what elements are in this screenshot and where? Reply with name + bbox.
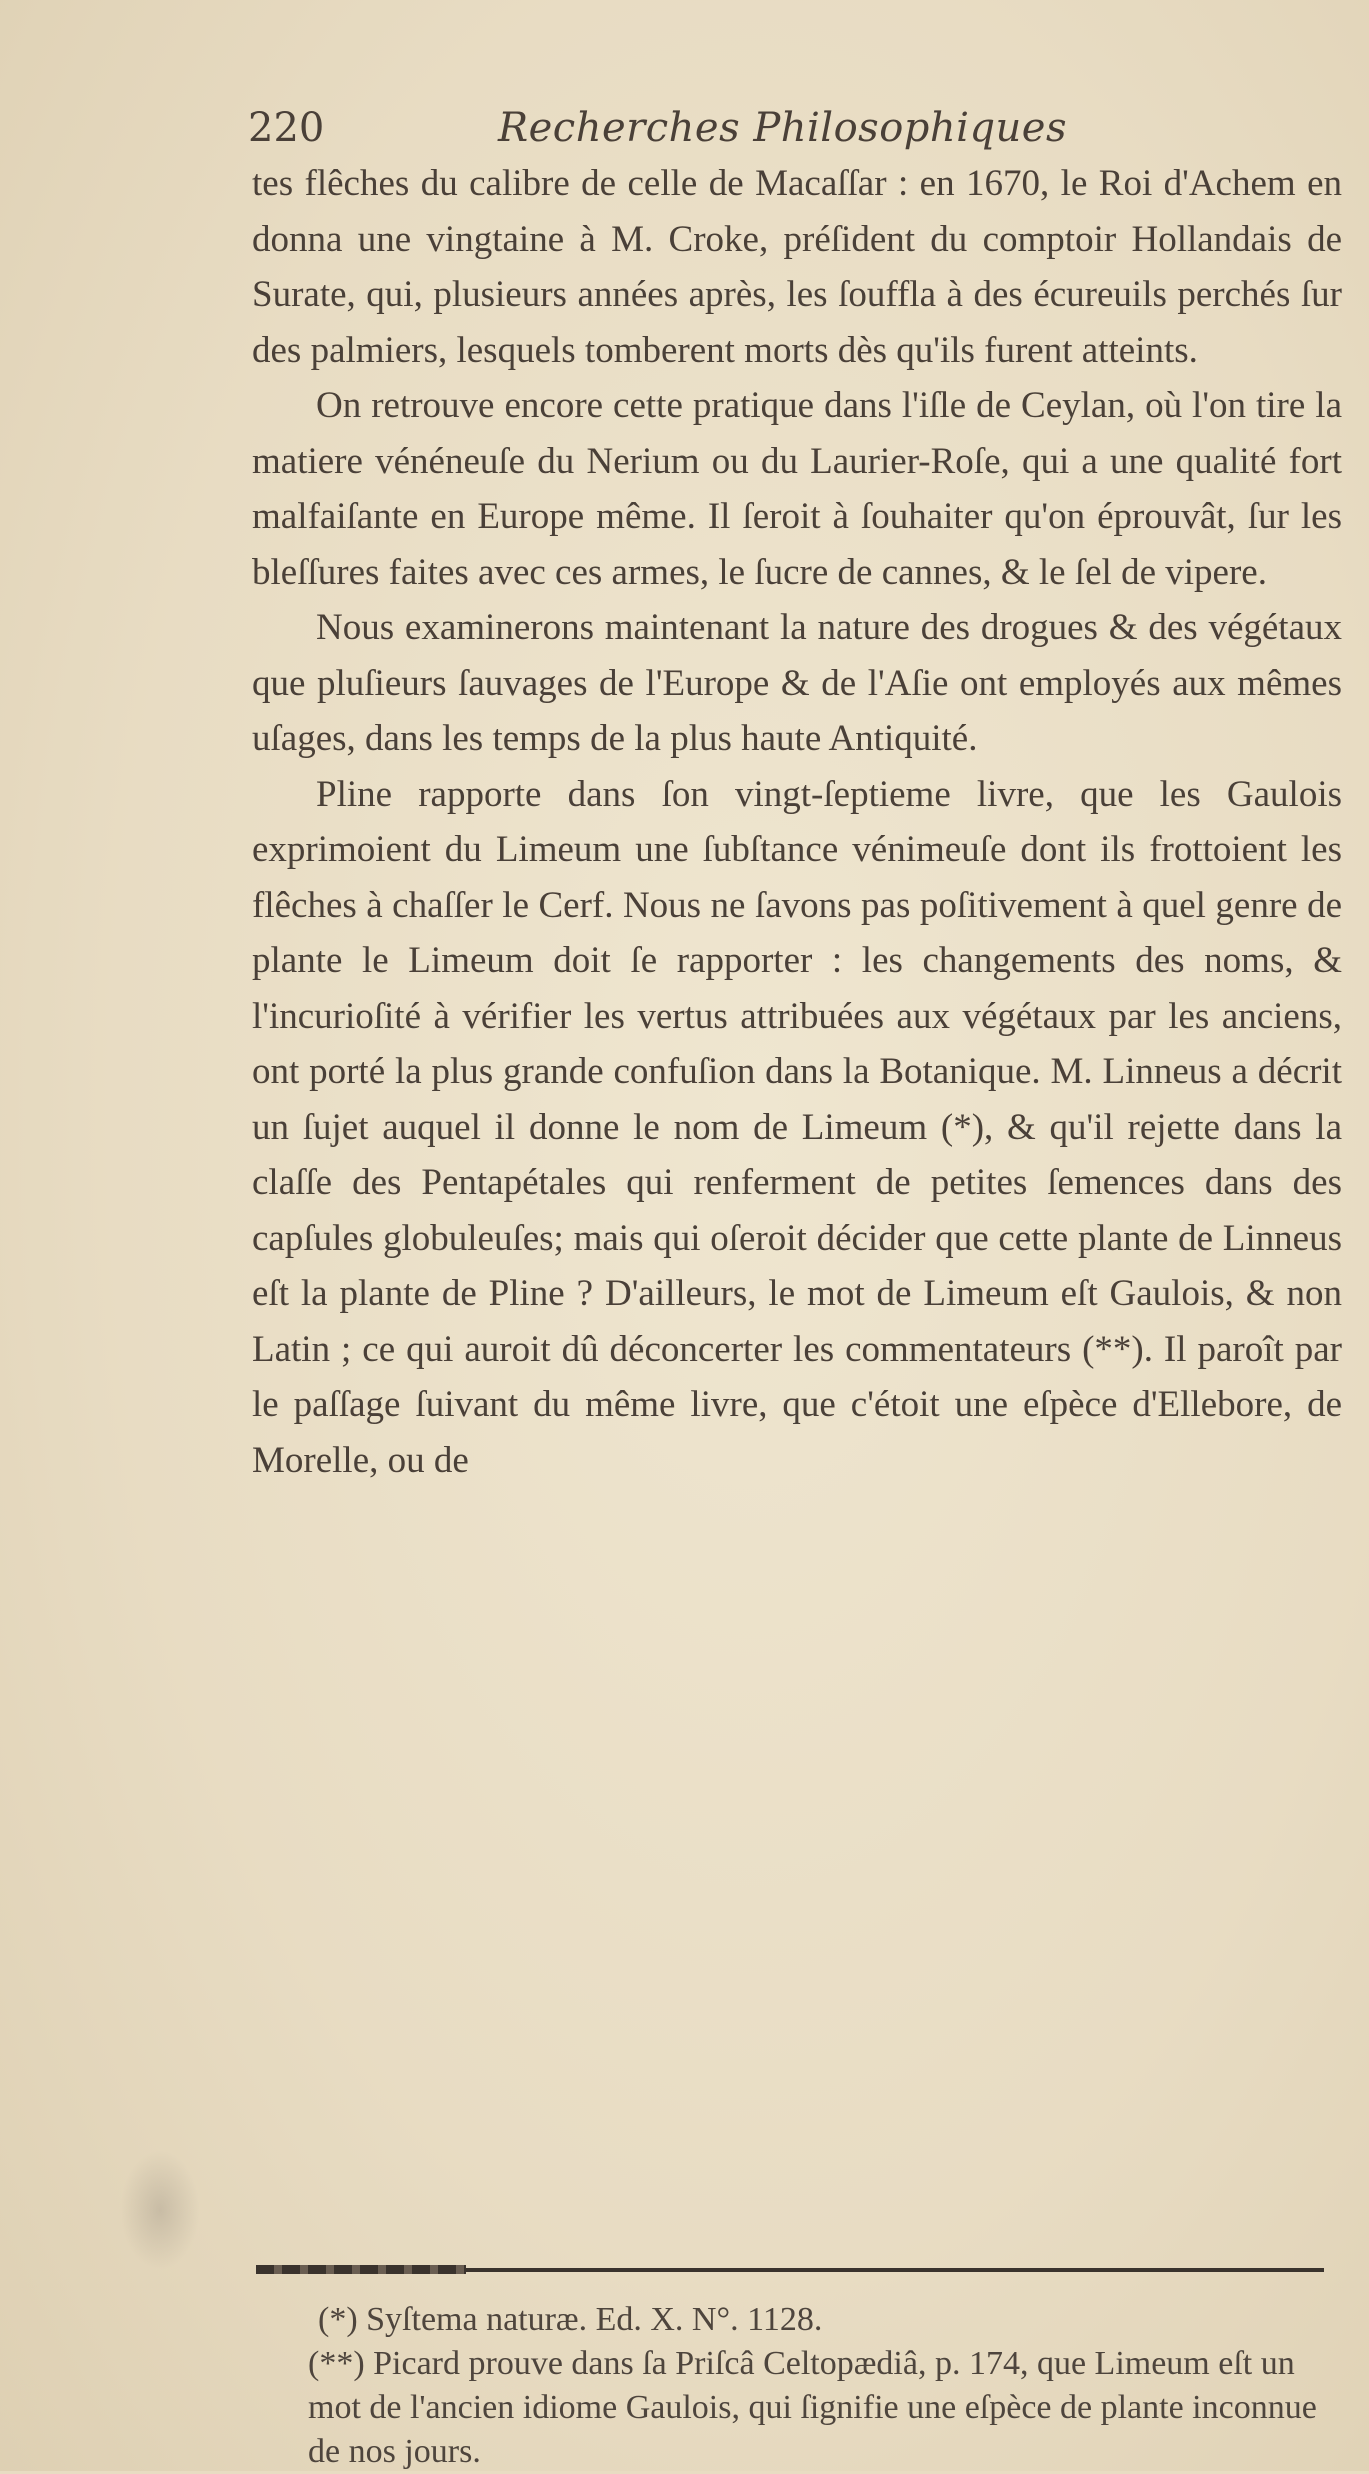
- footnote: (**) Picard prouve dans ſa Priſcâ Celtopædiâ, p. 174, que Limeum eſt un mot de l'ancien idiome Gaulois, qui ſignifie une eſpèce de plante inconnue de nos jours.: [308, 2345, 1317, 2470]
- paragraph: Nous examinerons maintenant la nature des drogues & des végétaux que pluſieurs ſauvages de l'Europe & de l'Aſie ont employés aux mêmes uſages, dans les temps de la plus haute Antiquité.: [252, 607, 1342, 759]
- body-text: [252, 156, 1342, 1488]
- ink-smudge: [120, 2150, 200, 2270]
- footnotes: [258, 2298, 1338, 2474]
- running-title: Recherches Philosophiques: [498, 105, 1068, 151]
- page-number: 220: [248, 105, 325, 151]
- paragraph: Pline rapporte dans ſon vingt-ſeptieme livre, que les Gaulois exprimoient du Limeum une ſubſtance vénimeuſe dont ils frottoient les flêches à chaſſer le Cerf. Nous ne ſavons pas poſitivement à quel genre de plante le Limeum doit ſe rapporter : les changements des noms, & l'incurioſité à vérifier les vertus attribuées aux végétaux par les anciens, ont porté la plus grande confuſion dans la Botanique. M. Linneus a décrit un ſujet auquel il donne le nom de Limeum (*), & qu'il rejette dans la claſſe des Pentapétales qui renferment de petites ſemences dans des capſules globuleuſes; mais qui oſeroit décider que cette plante de Linneus eſt la plante de Pline ? D'ailleurs, le mot de Limeum eſt Gaulois, & non Latin ; ce qui auroit dû déconcerter les commentateurs (**). Il paroît par le paſſage ſuivant du même livre, que c'étoit une eſpèce d'Ellebore, de Morelle, ou de: [252, 773, 1342, 1481]
- paragraph: tes flêches du calibre de celle de Macaſſar : en 1670, le Roi d'Achem en donna une vingtaine à M. Croke, préſident du comptoir Hollandais de Surate, qui, plusieurs années après, les ſouffla à des écureuils perchés ſur des palmiers, lesquels tomberent morts dès qu'ils furent atteints.: [252, 163, 1342, 371]
- footnote: (*) Syſtema naturæ. Ed. X. N°. 1128.: [318, 2301, 823, 2338]
- paragraph: On retrouve encore cette pratique dans l'iſle de Ceylan, où l'on tire la matiere vénéneuſe du Nerium ou du Laurier-Roſe, qui a une qualité fort malfaiſante en Europe même. Il ſeroit à ſouhaiter qu'on éprouvât, ſur les bleſſures faites avec ces armes, le ſucre de cannes, & le ſel de vipere.: [252, 385, 1342, 593]
- footnote-divider: [256, 2268, 1324, 2272]
